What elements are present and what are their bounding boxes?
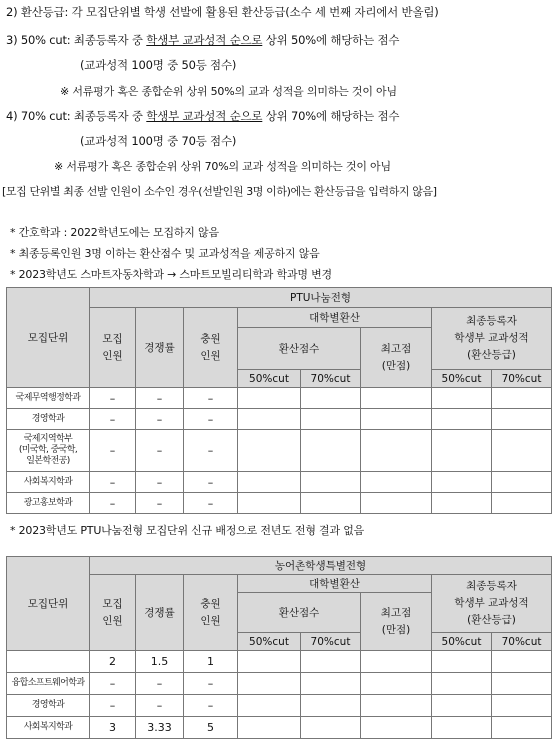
filled-cell: –	[184, 388, 238, 409]
unit-cell: 사회복지학과	[7, 717, 90, 739]
table-ptu	[6, 287, 552, 514]
unit-cell: 경영학과	[7, 409, 90, 430]
competition-cell: –	[136, 430, 184, 472]
header-unit: 모집단위	[7, 557, 90, 651]
item3-line	[6, 32, 399, 48]
note-threshold: * 최종등록인원 3명 이하는 환산점수 및 교과성적을 제공하지 않음	[10, 247, 320, 260]
filled-cell: –	[184, 430, 238, 472]
filled-cell: 5	[184, 717, 238, 739]
item4-note: ※ 서류평가 혹은 종합순위 상위 70%의 교과 성적을 의미하는 것이 아님	[54, 160, 391, 173]
table-row	[7, 695, 552, 717]
recruit-cell: –	[90, 409, 136, 430]
unit-cell: 국제지역학부 (미국학, 중국학, 일본학전공)	[7, 430, 90, 472]
item3-underlined: 학생부 교과성적 순으로	[146, 33, 263, 47]
filled-cell: –	[184, 493, 238, 514]
unit-cell	[7, 651, 90, 673]
recruit-cell: –	[90, 388, 136, 409]
competition-cell: 1.5	[136, 651, 184, 673]
header-final-cut70: 70%cut	[492, 370, 552, 388]
header-final-cut50: 50%cut	[432, 633, 492, 651]
header-max: 최고점 (만점)	[361, 593, 432, 651]
competition-cell: –	[136, 695, 184, 717]
recruit-cell: 2	[90, 651, 136, 673]
filled-cell: –	[184, 472, 238, 493]
competition-cell: –	[136, 493, 184, 514]
table-row	[7, 717, 552, 739]
competition-cell: –	[136, 673, 184, 695]
unit-cell: 사회복지학과	[7, 472, 90, 493]
recruit-cell: –	[90, 472, 136, 493]
header-final: 최종등록자 학생부 교과성적 (환산등급)	[432, 575, 552, 633]
header-max: 최고점 (만점)	[361, 328, 432, 388]
header-unit: 모집단위	[7, 288, 90, 388]
table-row	[7, 472, 552, 493]
item3-pre: 3) 50% cut: 최종등록자 중	[6, 33, 147, 47]
competition-cell: –	[136, 472, 184, 493]
competition-cell: –	[136, 409, 184, 430]
unit-cell: 융합소프트웨어학과	[7, 673, 90, 695]
header-recruit: 모집 인원	[90, 575, 136, 651]
item3-note: ※ 서류평가 혹은 종합순위 상위 50%의 교과 성적을 의미하는 것이 아님	[60, 85, 397, 98]
header-final-cut50: 50%cut	[432, 370, 492, 388]
table-title: 농어촌학생특별전형	[90, 557, 552, 575]
note-rename: * 2023학년도 스마트자동차학과 → 스마트모빌리티학과 학과명 변경	[10, 268, 332, 281]
header-final: 최종등록자 학생부 교과성적 (환산등급)	[432, 308, 552, 370]
item3-example: (교과성적 100명 중 50등 점수)	[80, 58, 237, 72]
header-competition: 경쟁률	[136, 575, 184, 651]
note-nursing: * 간호학과 : 2022학년도에는 모집하지 않음	[10, 226, 219, 239]
header-competition: 경쟁률	[136, 308, 184, 388]
filled-cell: –	[184, 695, 238, 717]
header-cut70: 70%cut	[301, 633, 361, 651]
filled-cell: –	[184, 673, 238, 695]
filled-cell: 1	[184, 651, 238, 673]
note-new-allocation: * 2023학년도 PTU나눔전형 모집단위 신규 배정으로 전년도 전형 결과 없음	[10, 524, 365, 537]
table-row	[7, 493, 552, 514]
header-conv-score: 환산점수	[238, 328, 361, 370]
item3-post: 상위 50%에 해당하는 점수	[262, 33, 400, 47]
item2-text: 2) 환산등급: 각 모집단위별 학생 선발에 활용된 환산등급(소수 세 번째 자리에서 반올림)	[6, 5, 439, 19]
table-row	[7, 409, 552, 430]
recruit-cell: –	[90, 493, 136, 514]
filled-cell: –	[184, 409, 238, 430]
table-row	[7, 388, 552, 409]
table-title: PTU나눔전형	[90, 288, 552, 308]
header-conv-score: 환산점수	[238, 593, 361, 633]
bracket-note: [모집 단위별 최종 선발 인원이 소수인 경우(선발인원 3명 이하)에는 환산등급을 입력하지 않음]	[2, 185, 437, 198]
table-row	[7, 430, 552, 472]
unit-cell: 경영학과	[7, 695, 90, 717]
item4-underlined: 학생부 교과성적 순으로	[146, 109, 263, 123]
header-univ-conv: 대학별환산	[238, 575, 432, 593]
header-univ-conv: 대학별환산	[238, 308, 432, 328]
item4-post: 상위 70%에 해당하는 점수	[262, 109, 400, 123]
unit-cell: 광고홍보학과	[7, 493, 90, 514]
header-filled: 충원 인원	[184, 308, 238, 388]
header-recruit: 모집 인원	[90, 308, 136, 388]
header-final-cut70: 70%cut	[492, 633, 552, 651]
table-rural	[6, 556, 552, 739]
table-row	[7, 673, 552, 695]
unit-cell: 국제무역행정학과	[7, 388, 90, 409]
header-filled: 충원 인원	[184, 575, 238, 651]
recruit-cell: –	[90, 430, 136, 472]
competition-cell: 3.33	[136, 717, 184, 739]
table-row	[7, 651, 552, 673]
item4-line	[6, 108, 399, 124]
header-cut50: 50%cut	[238, 370, 301, 388]
recruit-cell: –	[90, 695, 136, 717]
recruit-cell: –	[90, 673, 136, 695]
recruit-cell: 3	[90, 717, 136, 739]
header-cut70: 70%cut	[301, 370, 361, 388]
header-cut50: 50%cut	[238, 633, 301, 651]
item4-example: (교과성적 100명 중 70등 점수)	[80, 134, 237, 148]
competition-cell: –	[136, 388, 184, 409]
item4-pre: 4) 70% cut: 최종등록자 중	[6, 109, 147, 123]
